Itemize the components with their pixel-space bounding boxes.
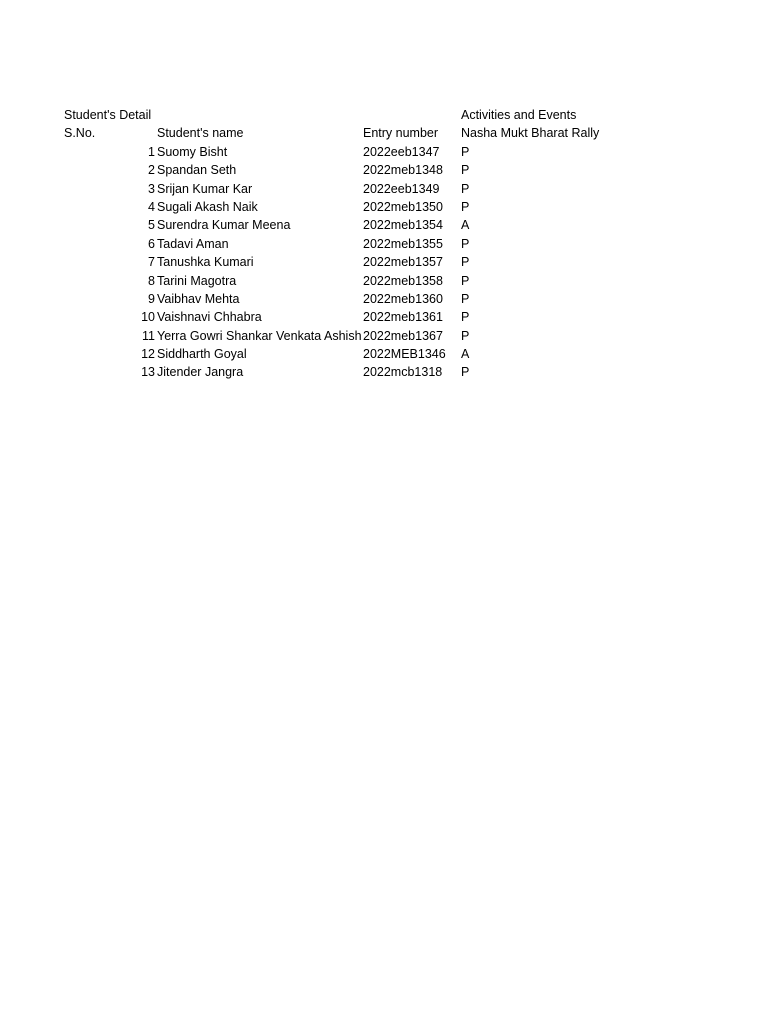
- table-row: [64, 161, 664, 179]
- table-row: [64, 216, 664, 234]
- student-name-cell: Srijan Kumar Kar: [157, 181, 253, 196]
- attendance-status-cell: P: [461, 291, 470, 306]
- serial-number-cell: 1: [148, 144, 155, 159]
- attendance-status-cell: P: [461, 365, 470, 380]
- entry-number-column-header: Entry number: [363, 126, 439, 141]
- attendance-status-cell: P: [461, 310, 470, 325]
- entry-number-cell: 2022meb1350: [363, 199, 443, 214]
- serial-number-cell: 8: [148, 273, 155, 288]
- attendance-sheet: [64, 106, 664, 382]
- table-row: [64, 143, 664, 161]
- attendance-status-cell: P: [461, 181, 470, 196]
- student-name-cell: Surendra Kumar Meena: [157, 218, 291, 233]
- table-row: [64, 345, 664, 363]
- serial-number-cell: 7: [148, 255, 155, 270]
- student-name-cell: Suomy Bisht: [157, 144, 228, 159]
- attendance-status-cell: P: [461, 236, 470, 251]
- serial-number-cell: 6: [148, 236, 155, 251]
- attendance-status-cell: A: [461, 347, 470, 362]
- event-column-header: Nasha Mukt Bharat Rally: [461, 126, 600, 141]
- attendance-status-cell: P: [461, 199, 470, 214]
- entry-number-cell: 2022meb1367: [363, 328, 443, 343]
- entry-number-cell: 2022meb1360: [363, 291, 443, 306]
- entry-number-cell: 2022meb1355: [363, 236, 443, 251]
- student-name-cell: Tanushka Kumari: [157, 255, 254, 270]
- serial-number-cell: 4: [148, 199, 155, 214]
- table-row: [64, 180, 664, 198]
- serial-number-cell: 10: [141, 310, 155, 325]
- empty-cell: [363, 106, 461, 124]
- entry-number-cell: 2022mcb1318: [363, 365, 443, 380]
- table-row: [64, 363, 664, 381]
- student-name-cell: Vaibhav Mehta: [157, 291, 240, 306]
- serial-number-cell: 11: [142, 328, 155, 343]
- table-row: [64, 290, 664, 308]
- entry-number-cell: 2022meb1348: [363, 163, 443, 178]
- attendance-status-cell: P: [461, 273, 470, 288]
- student-name-cell: Spandan Seth: [157, 163, 237, 178]
- activities-events-heading: Activities and Events: [461, 108, 577, 122]
- attendance-status-cell: P: [461, 144, 470, 159]
- column-header-row: [64, 124, 664, 142]
- serial-number-cell: 3: [148, 181, 155, 196]
- student-name-cell: Siddharth Goyal: [157, 347, 247, 362]
- empty-cell: [157, 106, 363, 124]
- entry-number-cell: 2022eeb1347: [363, 144, 440, 159]
- serial-number-cell: 12: [141, 347, 155, 362]
- attendance-status-cell: P: [461, 163, 470, 178]
- student-name-cell: Tarini Magotra: [157, 273, 237, 288]
- table-row: [64, 308, 664, 326]
- header-row-top: [64, 106, 664, 124]
- sno-column-header: S.No.: [64, 126, 96, 141]
- entry-number-cell: 2022eeb1349: [363, 181, 440, 196]
- entry-number-cell: 2022MEB1346: [363, 347, 446, 362]
- student-name-cell: Vaishnavi Chhabra: [157, 310, 262, 325]
- table-row: [64, 198, 664, 216]
- table-row: [64, 272, 664, 290]
- serial-number-cell: 13: [141, 365, 155, 380]
- students-detail-heading: Student's Detail: [64, 108, 152, 122]
- entry-number-cell: 2022meb1361: [363, 310, 443, 325]
- attendance-status-cell: P: [461, 255, 470, 270]
- student-name-cell: Tadavi Aman: [157, 236, 229, 251]
- serial-number-cell: 2: [148, 163, 155, 178]
- table-row: [64, 327, 664, 345]
- table-row: [64, 235, 664, 253]
- student-name-column-header: Student's name: [157, 126, 244, 141]
- entry-number-cell: 2022meb1357: [363, 255, 443, 270]
- student-name-cell: Yerra Gowri Shankar Venkata Ashish: [157, 328, 362, 343]
- table-row: [64, 253, 664, 271]
- student-name-cell: Sugali Akash Naik: [157, 199, 258, 214]
- attendance-status-cell: P: [461, 328, 470, 343]
- entry-number-cell: 2022meb1354: [363, 218, 443, 233]
- student-name-cell: Jitender Jangra: [157, 365, 244, 380]
- attendance-status-cell: A: [461, 218, 470, 233]
- student-table-body: [64, 143, 664, 382]
- serial-number-cell: 9: [148, 291, 155, 306]
- serial-number-cell: 5: [148, 218, 155, 233]
- entry-number-cell: 2022meb1358: [363, 273, 443, 288]
